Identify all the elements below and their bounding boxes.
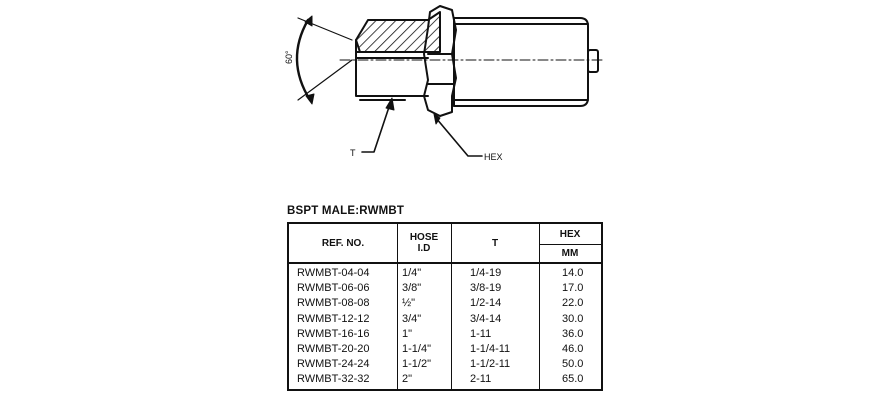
angle-arc <box>297 20 310 100</box>
angle-label: 60° <box>284 50 294 64</box>
header-hex-unit: MM <box>539 244 601 264</box>
cell-hex: 46.0 <box>562 342 584 355</box>
cell-hose: ½" <box>402 297 416 310</box>
cell-ref: RWMBT-20-20 <box>297 342 370 355</box>
cell-hose: 1/4" <box>402 267 422 279</box>
table-row <box>289 266 601 281</box>
cell-t: 1/2-14 <box>470 297 502 310</box>
table-row <box>289 281 601 296</box>
cell-hose: 1-1/4" <box>402 342 431 355</box>
header-ref-no: REF. NO. <box>289 224 397 264</box>
table-row <box>289 372 601 387</box>
table-row <box>289 296 601 311</box>
cell-ref: RWMBT-16-16 <box>297 327 370 340</box>
cell-t: 1-11 <box>470 327 492 340</box>
header-hose-id <box>397 224 451 264</box>
header-hex: HEX <box>559 228 581 240</box>
hex-divider <box>539 244 601 245</box>
cell-hose: 2" <box>402 373 413 386</box>
cell-hose: 3/4" <box>402 312 422 325</box>
cell-hex: 17.0 <box>562 282 584 295</box>
table-row <box>289 342 601 357</box>
cell-t: 2-11 <box>470 373 492 386</box>
cell-hose: 3/8" <box>402 282 422 295</box>
t-label: T <box>350 148 356 158</box>
cell-hex: 14.0 <box>562 267 584 279</box>
hex-label: HEX <box>484 152 503 162</box>
header-hose-id-line2: I.D <box>417 243 431 254</box>
cell-ref: RWMBT-32-32 <box>297 373 370 386</box>
cell-t: 1/4-19 <box>470 267 502 279</box>
spec-table <box>287 222 603 391</box>
table-row <box>289 327 601 342</box>
cell-hex: 30.0 <box>562 312 584 325</box>
cell-ref: RWMBT-12-12 <box>297 312 370 325</box>
header-hose-id-line1: HOSE <box>409 232 439 243</box>
cell-hex: 65.0 <box>562 373 584 386</box>
table-title: BSPT MALE:RWMBT <box>287 205 405 217</box>
cell-t: 3/8-19 <box>470 282 502 295</box>
cell-t: 1-1/2-11 <box>470 358 511 371</box>
header-t: T <box>451 224 539 264</box>
table-row <box>289 312 601 327</box>
cell-hose: 1-1/2" <box>402 358 431 371</box>
cell-ref: RWMBT-08-08 <box>297 297 370 310</box>
cell-hex: 36.0 <box>562 327 584 340</box>
table-body <box>289 266 601 388</box>
hex-leader <box>436 118 482 156</box>
table-row <box>289 357 601 372</box>
cell-hex: 22.0 <box>562 297 584 310</box>
ferrule-body <box>454 18 588 106</box>
cell-hose: 1" <box>402 327 413 340</box>
cell-ref: RWMBT-06-06 <box>297 282 370 295</box>
cell-t: 3/4-14 <box>470 312 502 325</box>
fitting-drawing <box>0 0 888 200</box>
t-leader <box>362 104 390 152</box>
cell-hex: 50.0 <box>562 358 584 371</box>
cell-ref: RWMBT-04-04 <box>297 267 370 279</box>
cell-t: 1-1/4-11 <box>470 342 511 355</box>
cell-ref: RWMBT-24-24 <box>297 358 370 371</box>
